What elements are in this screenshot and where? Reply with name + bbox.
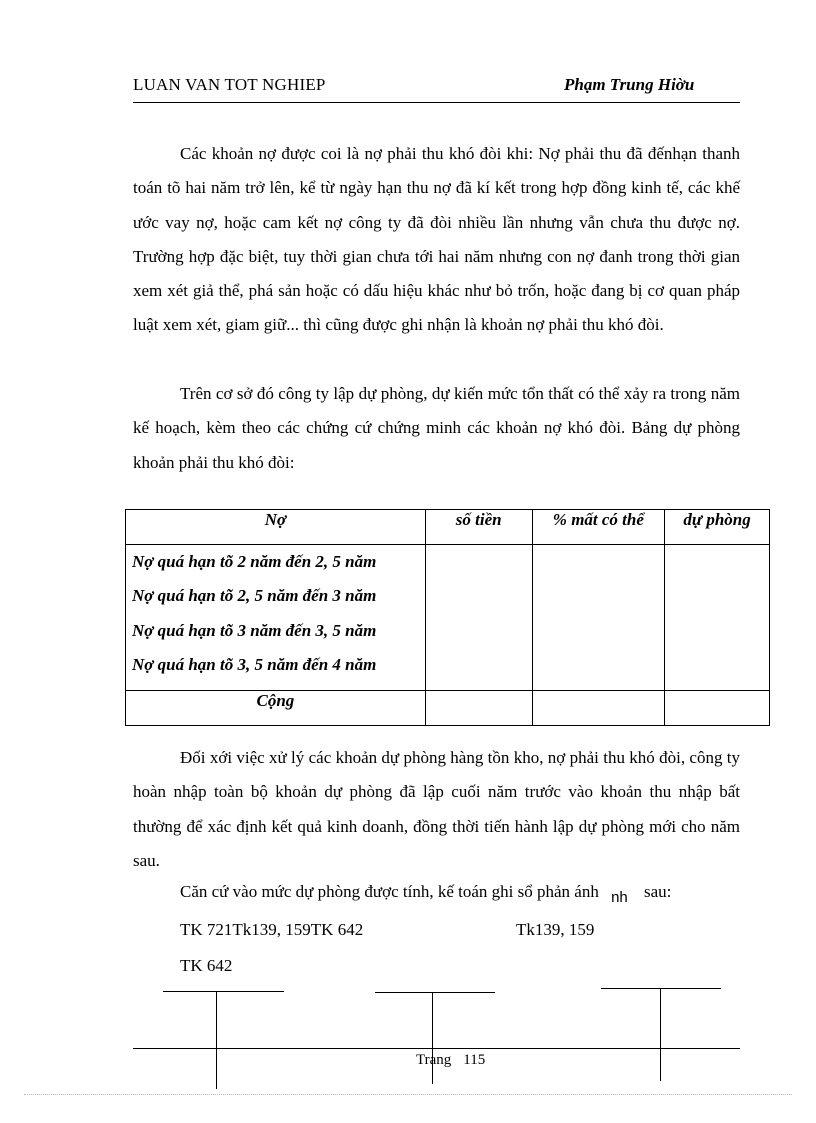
t-account-stem-2 xyxy=(432,992,433,1084)
debt-category: Nợ quá hạn tõ 3, 5 năm đến 4 năm xyxy=(132,654,377,674)
paragraph-provision-intro: Trên cơ sở đó công ty lập dự phòng, dự kiến mức tổn thất có thể xảy ra trong năm kế hoạch, kèm theo các chứng cứ chứng minh các khoản nợ khó đòi. Bảng dự phòng khoản phải thu khó đòi: xyxy=(133,384,740,472)
entry-intro-fragment: nh xyxy=(611,889,628,906)
t-account-stem-3 xyxy=(660,988,661,1081)
header-rule xyxy=(133,102,740,103)
debt-category: Nợ quá hạn tõ 2, 5 năm đến 3 năm xyxy=(132,586,377,606)
page-number: 115 xyxy=(463,1052,486,1068)
account-labels-left: TK 721Tk139, 159TK 642 xyxy=(180,920,364,939)
provision-cell xyxy=(665,545,770,691)
table-header-row xyxy=(126,510,770,545)
page-footer xyxy=(416,1052,497,1069)
account-label-642: TK 642 xyxy=(180,956,233,975)
t-account-top-1 xyxy=(163,991,284,992)
entry-intro-text: Căn cứ vào mức dự phòng được tính, kế toán ghi sổ phản ánh xyxy=(180,882,599,901)
debt-category-cell xyxy=(126,545,426,691)
total-label: Cộng xyxy=(126,691,426,726)
t-account-stem-1 xyxy=(216,991,217,1089)
page-label: Trang xyxy=(416,1052,452,1068)
total-provision-cell xyxy=(665,691,770,726)
t-account-top-2 xyxy=(375,992,495,993)
entry-intro-end: sau: xyxy=(644,882,672,901)
provision-table xyxy=(125,509,770,726)
accounting-entry-intro xyxy=(180,882,672,906)
header-author: Phạm Trung Hiờu xyxy=(564,75,695,94)
account-labels-right: Tk139, 159 xyxy=(516,920,595,939)
column-header: dự phòng xyxy=(665,510,770,545)
column-header: % mất có thể xyxy=(532,510,665,545)
column-header: Nợ xyxy=(126,510,426,545)
paragraph-reversal: Đối xới việc xử lý các khoản dự phòng hàng tồn kho, nợ phải thu khó đòi, công ty hoàn nhập toàn bộ khoản dự phòng đã lập cuối năm trước vào khoản thu nhập bất thường để xác định kết quả kinh doanh, đồng thời tiến hành lập dự phòng mới cho năm sau. xyxy=(133,748,740,870)
header-title: LUAN VAN TOT NGHIEP xyxy=(133,75,326,94)
page-break-line xyxy=(24,1094,792,1095)
total-percent-cell xyxy=(532,691,665,726)
table-row xyxy=(126,545,770,691)
debt-category: Nợ quá hạn tõ 3 năm đến 3, 5 năm xyxy=(132,620,377,640)
loss-percent-cell xyxy=(532,545,665,691)
total-amount-cell xyxy=(425,691,532,726)
table-total-row xyxy=(126,691,770,726)
amount-cell xyxy=(425,545,532,691)
debt-category: Nợ quá hạn tõ 2 năm đến 2, 5 năm xyxy=(132,552,377,571)
paragraph-bad-debt-definition: Các khoản nợ được coi là nợ phải thu khó đòi khi: Nợ phải thu đã đếnhạn thanh toán tõ hai năm trở lên, kể từ ngày hạn thu nợ đã kí kết trong hợp đồng kinh tế, các khế ước vay nợ, hoặc cam kết nợ công ty đã đòi nhiều lần nhưng vẫn chưa thu được nợ. Trường hợp đặc biệt, tuy thời gian chưa tới hai năm nhưng con nợ đanh trong thời gian xem xét giả thể, phá sản hoặc có dấu hiệu khác như bỏ trốn, hoặc đang bị cơ quan pháp luật xem xét, giam giữ... thì cũng được ghi nhận là khoản nợ phải thu khó đòi. xyxy=(133,144,740,335)
footer-rule xyxy=(133,1048,740,1049)
column-header: số tiền xyxy=(425,510,532,545)
t-account-top-3 xyxy=(601,988,721,989)
